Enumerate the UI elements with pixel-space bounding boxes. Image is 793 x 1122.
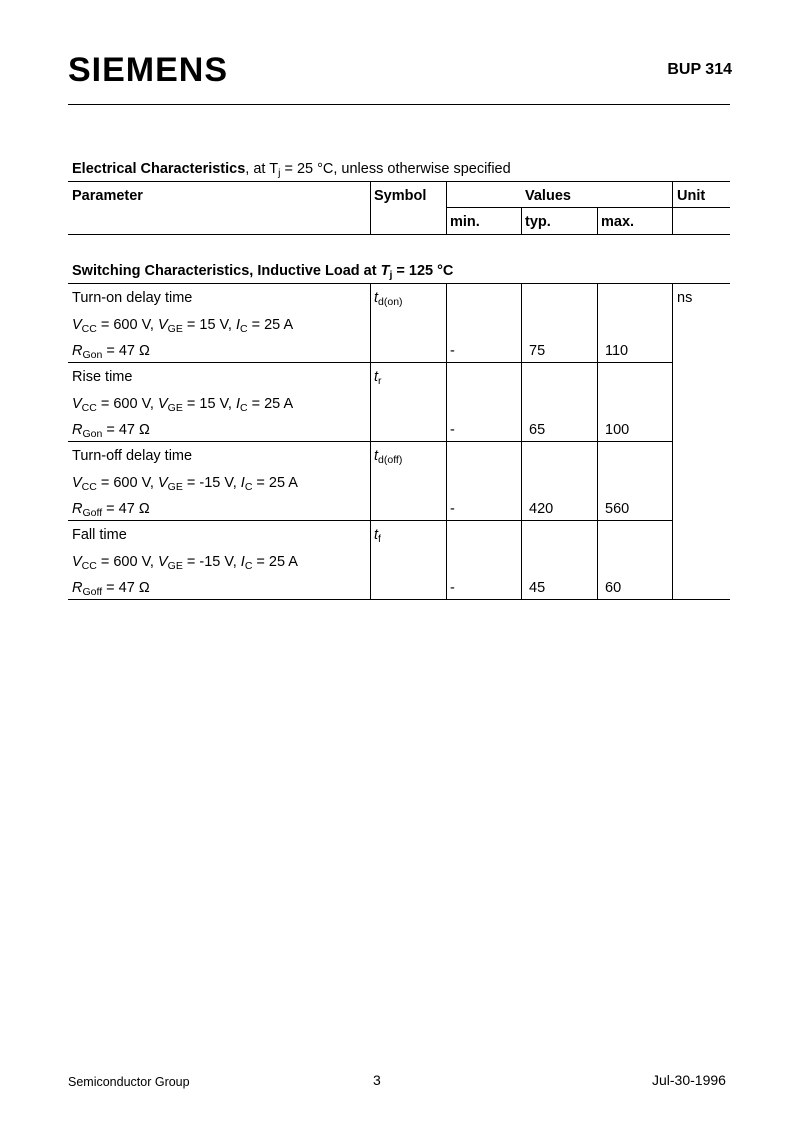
unit-ns: ns (677, 290, 693, 306)
col-unit: Unit (677, 188, 706, 204)
electrical-characteristics-title: Electrical Characteristics, at $T_j = 25$ °C, unless otherwise specified (72, 161, 511, 179)
row-divider (446, 441, 447, 520)
row-parameter-name: Fall time (72, 527, 127, 543)
row-resistance-line: $R_{Goff} = 47$ Ω (72, 580, 150, 598)
row-parameter-name: Turn-off delay time (72, 448, 193, 464)
page-number: 3 (373, 1072, 381, 1088)
col-values: Values (525, 188, 571, 204)
row-condition-line: $V_{CC} = 600$ V, $V_{GE} = -15$ V, $I_C = 25$ A (72, 475, 298, 493)
col-min: min. (450, 214, 480, 230)
header-divider (521, 207, 522, 234)
col-typ: typ. (525, 214, 551, 230)
footer-left: Semiconductor Group (68, 1075, 190, 1089)
header-divider (597, 207, 598, 234)
header-divider (446, 181, 447, 234)
table-header-bottom-rule (68, 234, 730, 235)
row-symbol: $t_f$ (374, 527, 381, 545)
row-resistance-line: $R_{Goff} = 47$ Ω (72, 501, 150, 519)
row-min: - (450, 422, 455, 438)
header-divider (370, 181, 371, 234)
row-typ: 75 (529, 343, 546, 359)
switching-top-rule (68, 283, 730, 284)
row-typ: 65 (529, 422, 546, 438)
col-parameter: Parameter (72, 188, 143, 204)
row-divider (370, 362, 371, 441)
row-max: 60 (605, 580, 622, 596)
row-condition-line: $V_{CC} = 600$ V, $V_{GE} = -15$ V, $I_C = 25$ A (72, 554, 298, 572)
row-min: - (450, 501, 455, 517)
header-rule (68, 104, 730, 105)
row-condition-line: $V_{CC} = 600$ V, $V_{GE} = 15$ V, $I_C = 25$ A (72, 396, 294, 414)
row-resistance-line: $R_{Gon} = 47$ Ω (72, 343, 150, 361)
row-divider (521, 441, 522, 520)
row-divider (597, 520, 598, 599)
row-typ: 45 (529, 580, 546, 596)
row-min: - (450, 343, 455, 359)
row-resistance-line: $R_{Gon} = 47$ Ω (72, 422, 150, 440)
row-divider (597, 362, 598, 441)
row-symbol: $t_{d(on)}$ (374, 290, 403, 308)
row-divider (370, 520, 371, 599)
row-max: 110 (605, 343, 629, 359)
row-parameter-name: Turn-on delay time (72, 290, 193, 306)
row-symbol: $t_{d(off)}$ (374, 448, 403, 466)
row-divider (446, 520, 447, 599)
col-max: max. (601, 214, 635, 230)
col-symbol: Symbol (374, 188, 427, 204)
row-symbol: $t_r$ (374, 369, 382, 387)
switching-characteristics-title: Switching Characteristics, Inductive Load at $T_j = 125$ °C (72, 263, 454, 281)
row-bottom-rule (68, 599, 730, 600)
row-divider (446, 362, 447, 441)
footer-date: Jul-30-1996 (652, 1072, 726, 1088)
row-min: - (450, 580, 455, 596)
row-divider (521, 520, 522, 599)
header-divider (672, 181, 673, 234)
row-max: 560 (605, 501, 630, 517)
siemens-logo: SIEMENS (68, 51, 229, 89)
values-sub-rule (446, 207, 730, 208)
row-divider (370, 441, 371, 520)
row-divider (521, 362, 522, 441)
row-divider (446, 283, 447, 362)
part-number: BUP 314 (667, 61, 732, 78)
row-divider (597, 441, 598, 520)
row-divider (370, 283, 371, 362)
row-condition-line: $V_{CC} = 600$ V, $V_{GE} = 15$ V, $I_C = 25$ A (72, 317, 294, 335)
row-parameter-name: Rise time (72, 369, 133, 385)
unit-column-rule (672, 283, 673, 600)
table-top-rule (68, 181, 730, 182)
row-max: 100 (605, 422, 630, 438)
row-divider (597, 283, 598, 362)
row-typ: 420 (529, 501, 554, 517)
row-divider (521, 283, 522, 362)
